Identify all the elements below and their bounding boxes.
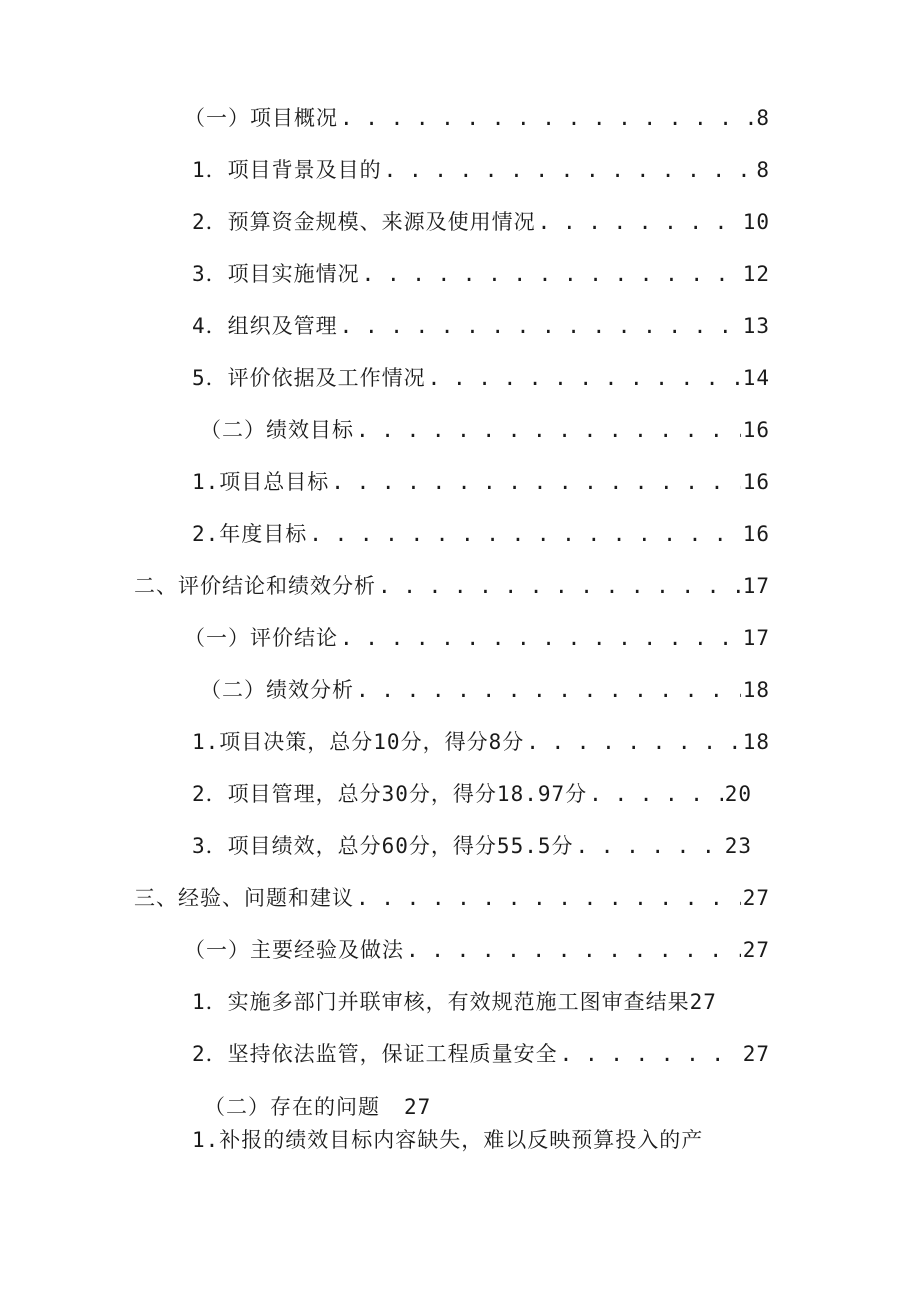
- toc-entry-page: 13: [742, 314, 770, 338]
- toc-entry-title: 2．项目管理，总分30分，得分18.97分: [192, 782, 588, 806]
- toc-entry-page: 18: [742, 678, 770, 702]
- toc-entry-page: 8: [756, 158, 770, 182]
- toc-entry-title: 1.项目决策，总分10分，得分8分: [192, 730, 525, 754]
- toc-leader: [356, 416, 741, 444]
- toc-entry[interactable]: [192, 832, 752, 860]
- toc-entry[interactable]: [192, 988, 770, 1016]
- toc-entry-page: 23: [724, 834, 752, 858]
- toc-entry-page: 27: [404, 1095, 432, 1119]
- toc-entry[interactable]: [192, 312, 770, 340]
- toc-entry-title: 三、经验、问题和建议: [134, 886, 354, 910]
- toc-leader: [340, 624, 741, 652]
- toc-entry[interactable]: [134, 884, 770, 912]
- toc-entry[interactable]: [192, 208, 770, 236]
- toc-entry-page: 27: [742, 886, 770, 910]
- toc-leader: [526, 728, 740, 756]
- toc-entry-page: 10: [742, 210, 770, 234]
- toc-entry-problems[interactable]: [204, 1093, 431, 1121]
- toc-entry-page: 27: [689, 990, 717, 1014]
- toc-leader: [589, 780, 723, 808]
- toc-entry[interactable]: [200, 416, 770, 444]
- toc-entry-page: 14: [742, 366, 770, 390]
- toc-entry-page: 16: [742, 418, 770, 442]
- toc-leader: [560, 1040, 741, 1068]
- toc-entry-title: 1．项目背景及目的: [192, 158, 382, 182]
- toc-entry[interactable]: [192, 780, 752, 808]
- toc-entry-title: 1.项目总目标: [192, 470, 330, 494]
- toc-entry-title: 二、评价结论和绩效分析: [134, 574, 376, 598]
- toc-entry[interactable]: [134, 572, 770, 600]
- toc-entry-page: 18: [742, 730, 770, 754]
- toc-entry[interactable]: [184, 936, 770, 964]
- toc-entry-title: 2．预算资金规模、来源及使用情况: [192, 210, 536, 234]
- body-text-line: [192, 1126, 703, 1154]
- toc-entry-title: （二）存在的问题: [204, 1095, 380, 1119]
- toc-entry[interactable]: [192, 364, 770, 392]
- toc-entry[interactable]: [200, 676, 770, 704]
- toc-leader: [309, 520, 740, 548]
- toc-entry-title: 4．组织及管理: [192, 314, 338, 338]
- toc-entry-title: （一）主要经验及做法: [184, 938, 404, 962]
- toc-entry-page: 27: [742, 1042, 770, 1066]
- toc-entry-title: 2．坚持依法监管，保证工程质量安全: [192, 1042, 558, 1066]
- toc-entry[interactable]: [184, 624, 770, 652]
- toc-entry-title: （一）评价结论: [184, 626, 338, 650]
- toc-leader: [356, 676, 741, 704]
- toc-entry-title: 1．实施多部门并联审核，有效规范施工图审查结果: [192, 990, 690, 1014]
- body-text: 1.补报的绩效目标内容缺失，难以反映预算投入的产: [192, 1128, 704, 1152]
- toc-entry-title: 3．项目绩效，总分60分，得分55.5分: [192, 834, 574, 858]
- toc-leader: [378, 572, 741, 600]
- toc-entry-page: 16: [742, 522, 770, 546]
- toc-entry[interactable]: [184, 104, 770, 132]
- toc-leader: [356, 884, 741, 912]
- toc-entry[interactable]: [192, 156, 770, 184]
- toc-entry-page: 20: [724, 782, 752, 806]
- toc-leader: [406, 936, 741, 964]
- toc-entry-page: 17: [742, 626, 770, 650]
- toc-leader: [538, 208, 741, 236]
- toc-entry-title: 5．评价依据及工作情况: [192, 366, 426, 390]
- toc-entry-title: 2.年度目标: [192, 522, 308, 546]
- toc-entry-title: （二）绩效目标: [200, 418, 354, 442]
- toc-leader: [331, 468, 740, 496]
- toc-leader: [340, 312, 741, 340]
- toc-entry-title: （一）项目概况: [184, 106, 338, 130]
- toc-entry-page: 8: [756, 106, 770, 130]
- toc-leader: [340, 104, 754, 132]
- toc-entry-title: （二）绩效分析: [200, 678, 354, 702]
- toc-entry[interactable]: [192, 260, 770, 288]
- toc-leader: [428, 364, 741, 392]
- toc-entry-page: 17: [742, 574, 770, 598]
- toc-entry[interactable]: [192, 520, 770, 548]
- toc-entry-page: 27: [742, 938, 770, 962]
- toc-entry[interactable]: [192, 1040, 770, 1068]
- toc-entry-page: 12: [742, 262, 770, 286]
- toc-entry[interactable]: [192, 468, 770, 496]
- toc-entry-page: 16: [742, 470, 770, 494]
- toc-leader: [384, 156, 755, 184]
- toc-entry[interactable]: [192, 728, 770, 756]
- toc-entry-title: 3．项目实施情况: [192, 262, 360, 286]
- toc-leader: [576, 832, 723, 860]
- toc-leader: [362, 260, 741, 288]
